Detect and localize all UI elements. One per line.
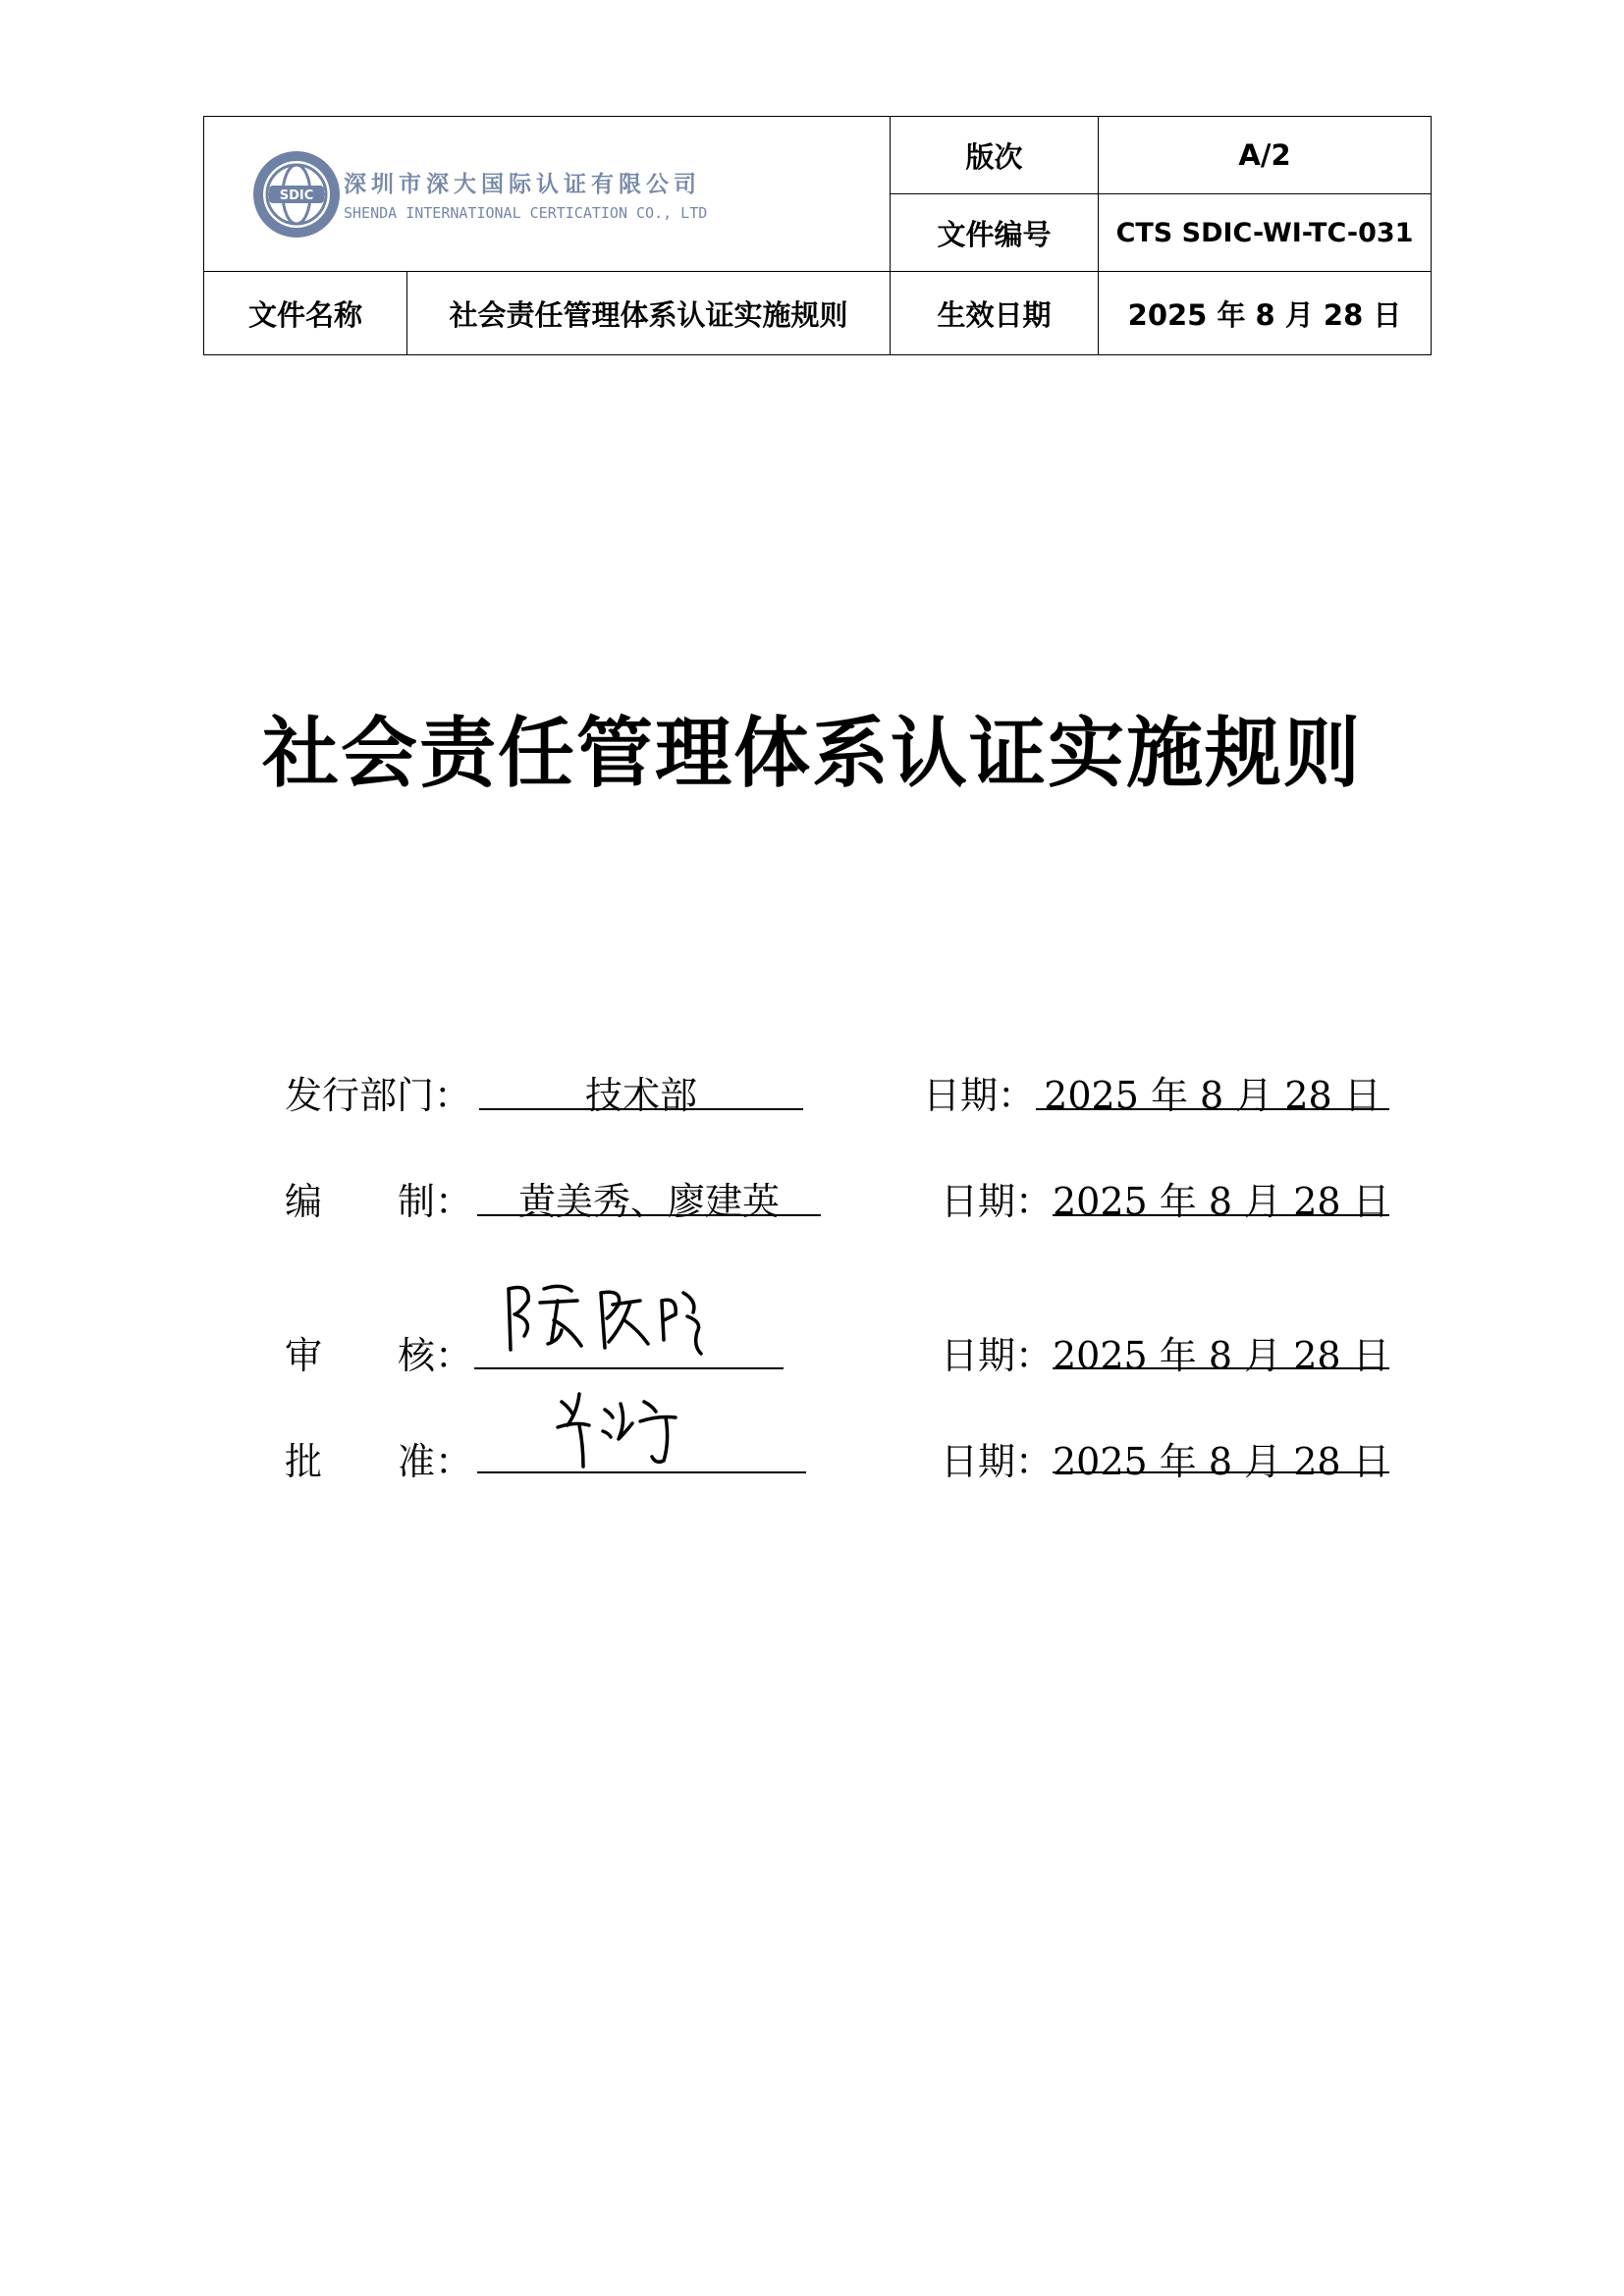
reviewed-label-a: 审: [285, 1334, 323, 1377]
company-name-en: SHENDA INTERNATIONAL CERTICATION CO., LTD: [344, 204, 708, 222]
issue-dept-date-underline: [1036, 1108, 1389, 1110]
document-title: 社会责任管理体系认证实施规则: [261, 709, 1362, 798]
reviewer-signature: [501, 1271, 727, 1360]
reviewed-date-label: 日期：: [941, 1334, 1054, 1377]
approver-underline: [477, 1471, 806, 1473]
prepared-date-value: 2025 年 8 月 28 日: [1053, 1180, 1390, 1223]
company-logo-icon: [251, 149, 342, 240]
effective-date-value: 2025 年 8 月 28 日: [1099, 272, 1432, 355]
reviewed-date-underline: [1053, 1367, 1389, 1369]
issue-dept-date-label: 日期：: [923, 1074, 1036, 1117]
issue-dept-value: 技术部: [584, 1074, 697, 1117]
approver-signature: [550, 1382, 697, 1472]
approved-date-label: 日期：: [941, 1440, 1054, 1483]
company-name-cn: 深圳市深大国际认证有限公司: [344, 171, 701, 197]
approved-date-underline: [1053, 1471, 1389, 1473]
prepared-value: 黄美秀、廖建英: [517, 1180, 780, 1223]
approved-date-value: 2025 年 8 月 28 日: [1053, 1440, 1390, 1483]
company-logo-cell: [204, 117, 891, 272]
prepared-date-label: 日期：: [941, 1180, 1054, 1223]
prepared-date-underline: [1053, 1214, 1389, 1216]
reviewed-date-value: 2025 年 8 月 28 日: [1053, 1334, 1390, 1377]
document-header-table: [203, 116, 1432, 355]
logo-text: SDIC: [279, 187, 314, 203]
version-label: 版次: [891, 117, 1099, 194]
reviewed-label-b: 核：: [398, 1334, 473, 1377]
doc-name-label: 文件名称: [204, 272, 407, 355]
doc-name-value: 社会责任管理体系认证实施规则: [407, 272, 891, 355]
issue-dept-underline: [479, 1108, 803, 1110]
prepared-underline: [477, 1214, 821, 1216]
approved-label-b: 准：: [398, 1440, 473, 1483]
doc-number-value: CTS SDIC-WI-TC-031: [1099, 194, 1432, 272]
prepared-label-a: 编: [285, 1180, 323, 1223]
prepared-label-b: 制：: [398, 1180, 473, 1223]
approved-label-a: 批: [285, 1440, 323, 1483]
issue-dept-date-value: 2025 年 8 月 28 日: [1044, 1074, 1381, 1117]
version-value: A/2: [1099, 117, 1432, 194]
doc-number-label: 文件编号: [891, 194, 1099, 272]
issue-dept-label: 发行部门：: [285, 1074, 472, 1117]
reviewer-underline: [474, 1367, 784, 1369]
effective-date-label: 生效日期: [891, 272, 1099, 355]
